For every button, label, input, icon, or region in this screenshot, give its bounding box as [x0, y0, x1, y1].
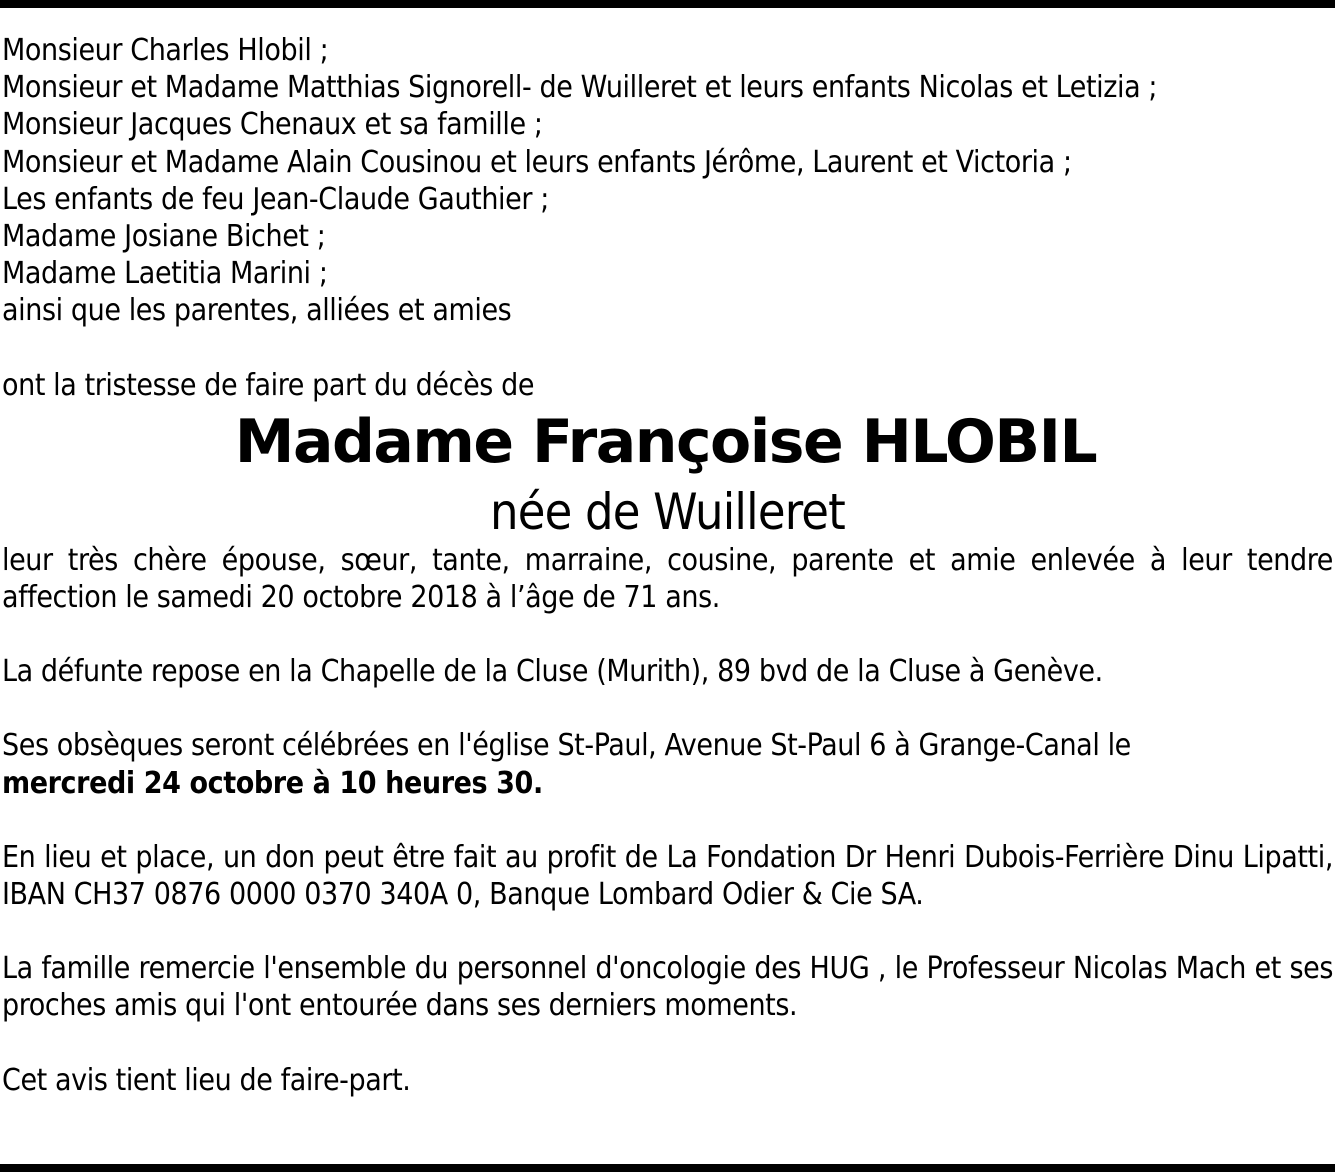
top-border-rule: [0, 0, 1335, 8]
description-paragraph: leur très chère épouse, sœur, tante, marraine, cousine, parente et amie enlevée à leur tendre affection le samedi 20 octobre 2018 à l’âge de 71 ans.: [2, 542, 1333, 616]
announcement-text: ont la tristesse de faire part du décès de: [2, 367, 535, 403]
deceased-maiden-name: née de Wuilleret: [490, 482, 845, 541]
closing-text: Cet avis tient lieu de faire-part.: [2, 1062, 411, 1098]
mourner-line: Madame Laetitia Marini ;: [2, 256, 328, 292]
mourner-line: Monsieur et Madame Matthias Signorell- de Wuilleret et leurs enfants Nicolas et Letizia ;: [2, 70, 1158, 106]
mourner-line: Les enfants de feu Jean-Claude Gauthier ;: [2, 181, 549, 217]
mourner-line: Monsieur et Madame Alain Cousinou et leurs enfants Jérôme, Laurent et Victoria ;: [2, 144, 1072, 180]
mourner-line: ainsi que les parentes, alliées et amies: [2, 293, 512, 329]
repose-paragraph: La défunte repose en la Chapelle de la Cluse (Murith), 89 bvd de la Cluse à Genève.: [2, 654, 1103, 690]
donation-paragraph: En lieu et place, un don peut être fait au profit de La Fondation Dr Henri Dubois-Ferrière Dinu Lipatti, IBAN CH37 0876 0000 0370 340A 0, Banque Lombard Odier & Cie SA.: [2, 839, 1333, 913]
thanks-paragraph: La famille remercie l'ensemble du personnel d'oncologie des HUG , le Professeur Nicolas Mach et ses proches amis qui l'ont entourée dans ses derniers moments.: [2, 951, 1333, 1024]
funeral-text: Ses obsèques seront célébrées en l'église St-Paul, Avenue St-Paul 6 à Grange-Canal le: [2, 728, 1131, 764]
mourner-line: Monsieur Jacques Chenaux et sa famille ;: [2, 107, 543, 143]
death-notice: [2, 32, 1333, 1099]
funeral-date: mercredi 24 octobre à 10 heures 30.: [2, 765, 543, 801]
bottom-border-rule: [0, 1164, 1335, 1172]
mourner-line: Madame Josiane Bichet ;: [2, 219, 326, 255]
funeral-paragraph: [2, 727, 1333, 801]
deceased-name: Madame Françoise HLOBIL: [234, 406, 1097, 477]
mourner-line: Monsieur Charles Hlobil ;: [2, 33, 329, 68]
